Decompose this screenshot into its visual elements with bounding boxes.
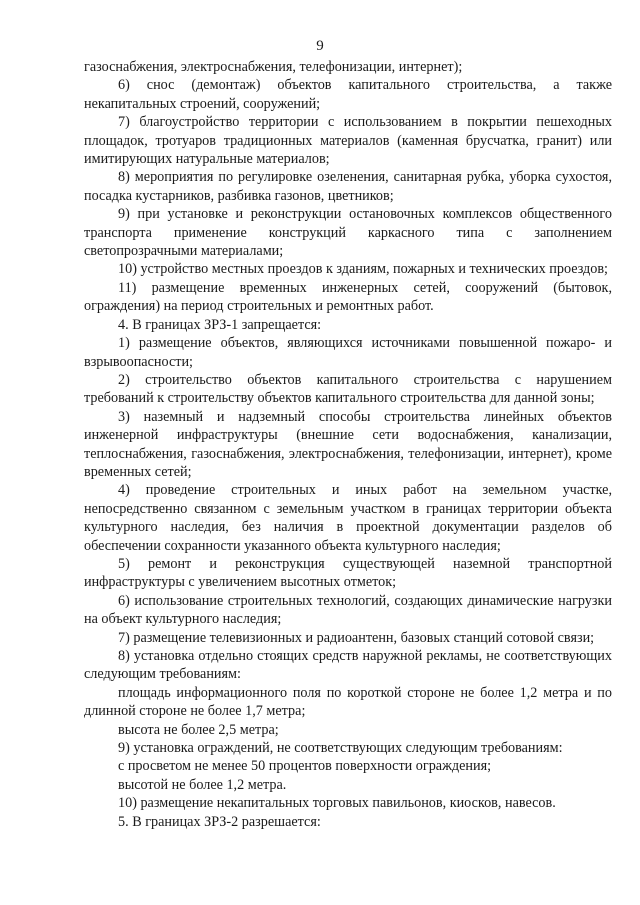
paragraph: площадь информационного поля по короткой стороне не более 1,2 метра и по длинной стороне не более 1,7 метра; [84, 684, 612, 720]
paragraph: 7) благоустройство территории с использованием в покрытии пешеходных площадок, тротуаров традиционных материалов (каменная брусчатка, гранит) или имитирующих натуральные материалов; [84, 114, 612, 168]
paragraph: 7) размещение телевизионных и радиоантенн, базовых станций сотовой связи; [118, 629, 595, 646]
document-body [84, 58, 612, 831]
paragraph: высотой не более 1,2 метра. [118, 776, 287, 793]
paragraph: 10) устройство местных проездов к зданиям, пожарных и технических проездов; [118, 261, 609, 278]
paragraph: 8) мероприятия по регулировке озеленения, санитарная рубка, уборка сухостоя, посадка кустарников, разбивка газонов, цветников; [84, 169, 612, 204]
paragraph: 3) наземный и надземный способы строительства линейных объектов инженерной инфраструктуры (внешние сети водоснабжения, канализации, теплоснабжения, газоснабжения, электроснабжения, телефонизации, интернет), кроме временных сетей; [84, 408, 612, 480]
paragraph: газоснабжения, электроснабжения, телефонизации, интернет); [84, 59, 463, 75]
paragraph: 5. В границах ЗРЗ-2 разрешается: [118, 813, 321, 830]
paragraph: 10) размещение некапитальных торговых павильонов, киосков, навесов. [118, 795, 556, 812]
page-number: 9 [316, 38, 324, 54]
paragraph: с просветом не менее 50 процентов поверхности ограждения; [118, 758, 492, 775]
paragraph: 1) размещение объектов, являющихся источниками повышенной пожаро- и взрывоопасности; [84, 335, 612, 370]
paragraph: 9) установка ограждений, не соответствующих следующим требованиям: [118, 740, 563, 757]
paragraph: 9) при установке и реконструкции остановочных комплексов общественного транспорта применение конструкций каркасного типа с заполнением светопрозрачными материалами; [84, 206, 612, 260]
paragraph: 6) снос (демонтаж) объектов капитального строительства, а также некапитальных строений, сооружений; [84, 77, 612, 112]
paragraph: 2) строительство объектов капитального строительства с нарушением требований к строительству объектов капитального строительства для данной зоны; [84, 371, 612, 407]
paragraph: 8) установка отдельно стоящих средств наружной рекламы, не соответствующих следующим требованиям: [84, 648, 612, 683]
paragraph: 4. В границах ЗРЗ-1 запрещается: [118, 316, 322, 333]
paragraph: высота не более 2,5 метра; [118, 721, 279, 738]
paragraph: 4) проведение строительных и иных работ на земельном участке, непосредственно связанном с земельным участком в границах территории объекта культурного наследия, без наличия в проектной документации разделов об обеспечении сохранности указанного объекта культурного наследия; [84, 482, 612, 554]
paragraph: 6) использование строительных технологий, создающих динамические нагрузки на объект культурного наследия; [84, 592, 612, 628]
paragraph: 5) ремонт и реконструкция существующей наземной транспортной инфраструктуры с увеличением высотных отметок; [84, 555, 612, 591]
paragraph: 11) размещение временных инженерных сетей, сооружений (бытовок, ограждения) на период строительных и ремонтных работ. [84, 279, 612, 315]
